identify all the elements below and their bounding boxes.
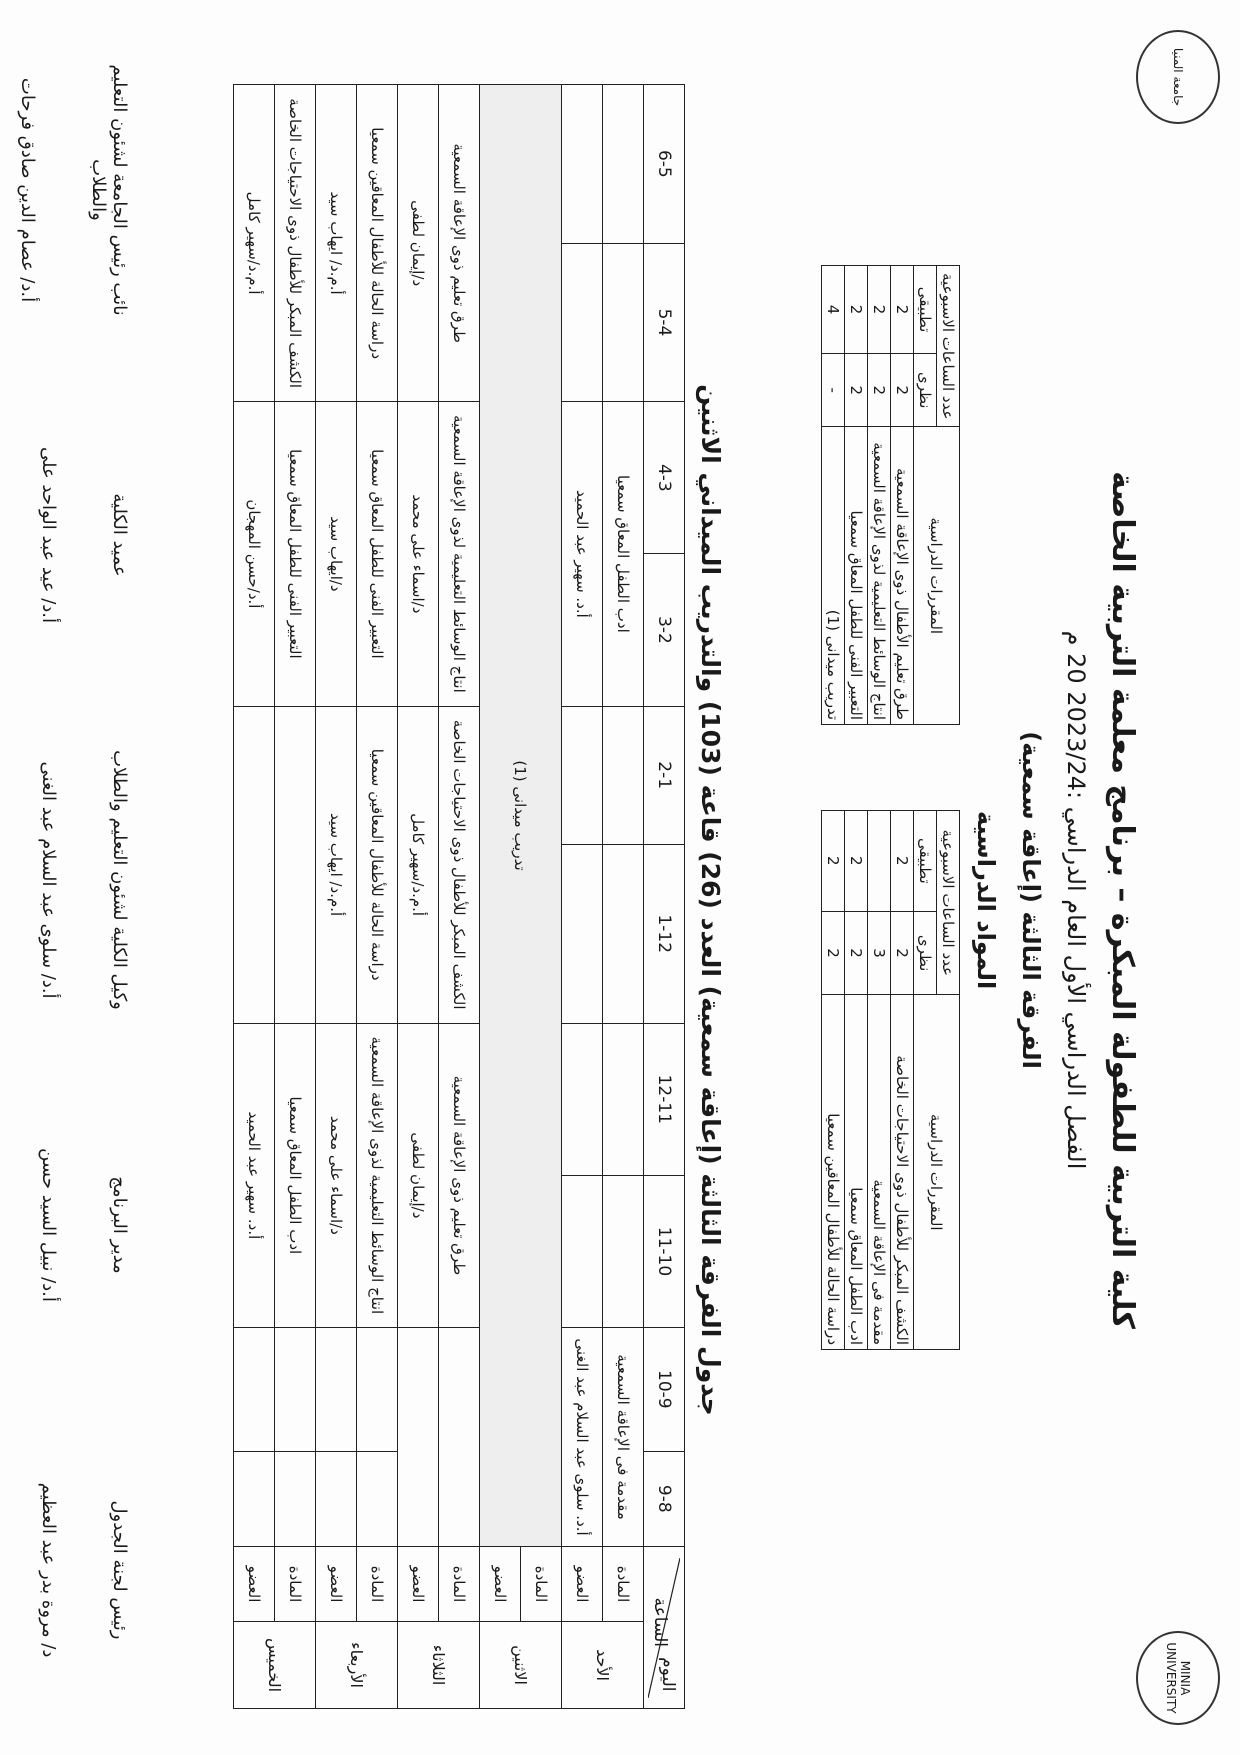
schedule-cell-member: أ.م.د/ ايهاب سيد [316, 85, 357, 402]
schedule-cell-member: أ.د. سهير عبد الحميد [562, 402, 603, 706]
col-practical: تطبيقى [914, 266, 937, 354]
corner-day-label: اليوم [658, 1657, 678, 1692]
schedule-cell-member: أ.م.د/ ايهاب سيد [316, 706, 357, 1023]
schedule-cell-member [316, 1328, 357, 1452]
schedule-cell-member: د/اسماء على محمد [316, 1023, 357, 1327]
role-member: العضو [398, 1547, 439, 1622]
schedule-cell-subject: الكشف المبكر للأطفال ذوى الاحتياجات الخاصة [439, 706, 480, 1023]
signatures [17, 40, 130, 1720]
courses-table-left [821, 265, 960, 725]
schedule-cell-member [562, 1175, 603, 1327]
course-row [822, 811, 845, 1350]
signature-name: د/ مروة بدر عبد العظيم [38, 1482, 59, 1658]
course-theory-hours: 3 [868, 911, 891, 995]
courses-header-row [937, 811, 960, 1350]
signature-block [17, 1075, 130, 1375]
day-member-row [316, 85, 357, 1709]
role-subject: المادة [603, 1547, 644, 1622]
schedule-cell-subject: دراسة الحالة للأطفال المعاقين سمعيا [357, 85, 398, 402]
signature-handwriting [59, 730, 109, 1030]
course-row [868, 266, 891, 725]
courses-table-right [821, 810, 960, 1350]
schedule-cell-training: تدريب ميدانى (1) [480, 85, 562, 1547]
schedule-cell-member: أ.م.د/سهير كامل [234, 85, 275, 402]
schedule-cell-subject [603, 243, 644, 402]
day-subject-row [357, 85, 398, 1709]
signature-title: رئيس لجنة الجدول [109, 1500, 130, 1640]
signature-block [17, 1420, 130, 1720]
signature-title: وكيل الكلية لشئون التعليم والطلاب [109, 750, 130, 1010]
course-practical-hours: 2 [868, 266, 891, 354]
day-member-row [562, 85, 603, 1709]
course-name: ادب الطفل المعاق سمعيا [845, 995, 868, 1350]
course-name: الكشف المبكر للأطفال ذوى الاحتياجات الخاصة [891, 995, 914, 1350]
course-row [891, 266, 914, 725]
signature-name: أ.د/ عصام الدين صادق فرحات [17, 77, 38, 303]
schedule-cell-member [234, 706, 275, 1023]
faculty-logo [1136, 30, 1220, 124]
role-member: العضو [316, 1547, 357, 1622]
time-slot-header: 1-12 [644, 844, 685, 1023]
course-name: مقدمة فى الإعاقة السمعية [868, 995, 891, 1350]
course-theory-hours: 2 [822, 911, 845, 995]
day-name: الاثنين [480, 1622, 562, 1709]
schedule-cell-subject [603, 85, 644, 244]
col-practical: تطبيقى [914, 811, 937, 912]
col-courses: المقررات الدراسية [914, 995, 960, 1350]
col-theory: نظرى [914, 911, 937, 995]
corner-diagonal [648, 1558, 680, 1698]
schedule-cell-subject [439, 1328, 480, 1547]
schedule-cell-member: د/إيمان لطفى [398, 1023, 439, 1327]
signature-block [17, 40, 130, 340]
signature-block [17, 385, 130, 685]
course-name: تدريب ميدانى (1) [822, 427, 845, 725]
day-name: الأحد [562, 1622, 644, 1709]
schedule-cell-member: د/إيمان لطفى [398, 85, 439, 402]
schedule-table [233, 84, 685, 1709]
day-member-row [234, 85, 275, 1709]
schedule-cell-member [562, 85, 603, 244]
time-slot-header: 2-1 [644, 706, 685, 844]
signature-name: أ.د/ نبيل السيد حسن [38, 1148, 59, 1302]
course-row [891, 811, 914, 1350]
col-hours: عدد الساعات الاسبوعية [937, 811, 960, 995]
role-member: العضو [234, 1547, 275, 1622]
day-subject-row [275, 85, 316, 1709]
schedule-cell-member [562, 706, 603, 844]
schedule-cell-subject [275, 706, 316, 1023]
schedule-cell-subject: التعبير الفنى للطفل المعاق سمعيا [275, 402, 316, 706]
schedule-cell-subject: طرق تعليم ذوى الإعاقة السمعية [439, 1023, 480, 1327]
schedule-title: جدول الفرقة الثالثة (إعاقة سمعية) العدد (26) قاعة (103) والتدريب الميداني الاثنين [696, 384, 725, 1416]
time-slot-header: 11-10 [644, 1175, 685, 1327]
course-theory-hours: 2 [845, 911, 868, 995]
day-name: الخميس [234, 1622, 316, 1709]
col-courses: المقررات الدراسية [914, 427, 960, 725]
signature-title: عميد الكلية [109, 493, 130, 577]
day-member-row [398, 85, 439, 1709]
schedule-cell-subject [603, 706, 644, 844]
course-practical-hours: 2 [845, 811, 868, 912]
course-practical-hours: 2 [891, 811, 914, 912]
signature-name: أ.د/ عيد عبد الواحد على [38, 447, 59, 623]
schedule-cell-subject [275, 1451, 316, 1546]
time-slot-header: 6-5 [644, 85, 685, 244]
signature-title: نائب رئيس الجامعة لشئون التعليم والطلاب [88, 64, 130, 316]
schedule-cell-subject [275, 1328, 316, 1452]
schedule-cell-member [316, 1451, 357, 1546]
minia-university-logo [1136, 1631, 1220, 1725]
schedule-cell-subject: انتاج الوسائط التعليمية لذوى الإعاقة السمعية [439, 402, 480, 706]
schedule-header-row [644, 85, 685, 1709]
signature-handwriting [59, 1075, 109, 1375]
schedule-cell-subject: ادب الطفل المعاق سمعيا [275, 1023, 316, 1327]
signature-handwriting [59, 1420, 109, 1720]
schedule-cell-subject: التعبير الفنى للطفل المعاق سمعيا [357, 402, 398, 706]
role-member: العضو [562, 1547, 603, 1622]
schedule-cell-member [562, 844, 603, 1023]
schedule-cell-member [234, 1328, 275, 1452]
course-practical-hours: 2 [822, 811, 845, 912]
corner-time-label: الساعة [650, 1597, 670, 1648]
college-title: كلية التربية للطفولة المبكرة – برنامج معلمة التربية الخاصة [1105, 471, 1140, 1329]
schedule-cell-subject: مقدمة فى الإعاقة السمعية [603, 1328, 644, 1547]
course-theory-hours: 2 [845, 354, 868, 427]
schedule-cell-member: أ.د. سهير عبد الحميد [234, 1023, 275, 1327]
time-slot-header: 4-3 [644, 402, 685, 554]
signature-handwriting [38, 40, 88, 340]
course-name: دراسة الحالة للأطفال المعاقين سمعيا [822, 995, 845, 1350]
course-theory-hours: 2 [868, 354, 891, 427]
schedule-cell-member: د/اسماء على محمد [398, 402, 439, 706]
schedule-cell-member: أ.د/حسن المهجان [234, 402, 275, 706]
course-theory-hours: - [822, 354, 845, 427]
schedule-cell-member: أ.د. سلوى عبد السلام عبد الغنى [562, 1328, 603, 1547]
course-practical-hours: 2 [845, 266, 868, 354]
schedule-cell-member [398, 1328, 439, 1547]
time-slot-header: 12-11 [644, 1023, 685, 1175]
day-subject-row [439, 85, 480, 1709]
schedule-cell-member [562, 1023, 603, 1175]
schedule-cell-subject [357, 1328, 398, 1452]
time-slot-header: 9-8 [644, 1451, 685, 1546]
schedule-cell-subject: دراسة الحالة للأطفال المعاقين سمعيا [357, 706, 398, 1023]
course-name: طرق تعليم الأطفال ذوى الإعاقة السمعية [891, 427, 914, 725]
col-theory: نظرى [914, 354, 937, 427]
schedule-cell-subject: ادب الطفل المعاق سمعيا [603, 402, 644, 706]
course-row [845, 266, 868, 725]
course-name: انتاج الوسائط التعليمية لذوى الإعاقة السمعية [868, 427, 891, 725]
course-practical-hours: 2 [891, 266, 914, 354]
course-practical-hours: 4 [822, 266, 845, 354]
corner-cell [644, 1547, 685, 1709]
role-subject: المادة [357, 1547, 398, 1622]
schedule-cell-member: أ.م.د/سهير كامل [398, 706, 439, 1023]
courses-header-row [937, 266, 960, 725]
schedule-cell-subject: انتاج الوسائط التعليمية لذوى الإعاقة السمعية [357, 1023, 398, 1327]
course-row [845, 811, 868, 1350]
course-theory-hours: 2 [891, 354, 914, 427]
day-name: الأربعاء [316, 1622, 398, 1709]
course-name: التعبير الفنى للطفل المعاق سمعيا [845, 427, 868, 725]
section-title: المواد الدراسية [972, 810, 1000, 990]
role-subject: المادة [521, 1547, 562, 1622]
day-subject-row [521, 85, 562, 1709]
signature-name: أ.د/ سلوى عبد السلام عبد الغنى [38, 761, 59, 999]
role-subject: المادة [275, 1547, 316, 1622]
signature-title: مدير البرنامج [109, 1176, 130, 1274]
schedule-cell-subject [603, 844, 644, 1023]
schedule-cell-subject [603, 1175, 644, 1327]
schedule-cell-member: د/ايهاب سيد [316, 402, 357, 706]
schedule-cell-subject [603, 1023, 644, 1175]
course-row [822, 266, 845, 725]
schedule-cell-member [234, 1451, 275, 1546]
schedule-cell-subject: طرق تعليم ذوى الإعاقة السمعية [439, 85, 480, 402]
day-subject-row [603, 85, 644, 1709]
time-slot-header: 3-2 [644, 554, 685, 706]
course-practical-hours [868, 811, 891, 912]
signature-block [17, 730, 130, 1030]
logo-right-text: MINIA UNIVERSITY [1164, 1642, 1192, 1714]
semester-title: الفصل الدراسي الأول العام الدراسي :2023/24 20 م [1062, 630, 1090, 1170]
logo-left-text: جامعة المنيا [1171, 47, 1185, 107]
role-subject: المادة [439, 1547, 480, 1622]
signature-handwriting [59, 385, 109, 685]
course-theory-hours: 2 [891, 911, 914, 995]
course-row [868, 811, 891, 1350]
time-slot-header: 10-9 [644, 1328, 685, 1452]
group-title: الفرقة الثالثة (إعاقة سمعية) [1017, 731, 1045, 1069]
schedule-cell-member [562, 243, 603, 402]
role-member: العضو [480, 1547, 521, 1622]
col-hours: عدد الساعات الاسبوعية [937, 266, 960, 427]
schedule-cell-subject [357, 1451, 398, 1546]
time-slot-header: 5-4 [644, 243, 685, 402]
day-name: الثلاثاء [398, 1622, 480, 1709]
schedule-cell-subject: الكشف المبكر للأطفال ذوى الاحتياجات الخاصة [275, 85, 316, 402]
